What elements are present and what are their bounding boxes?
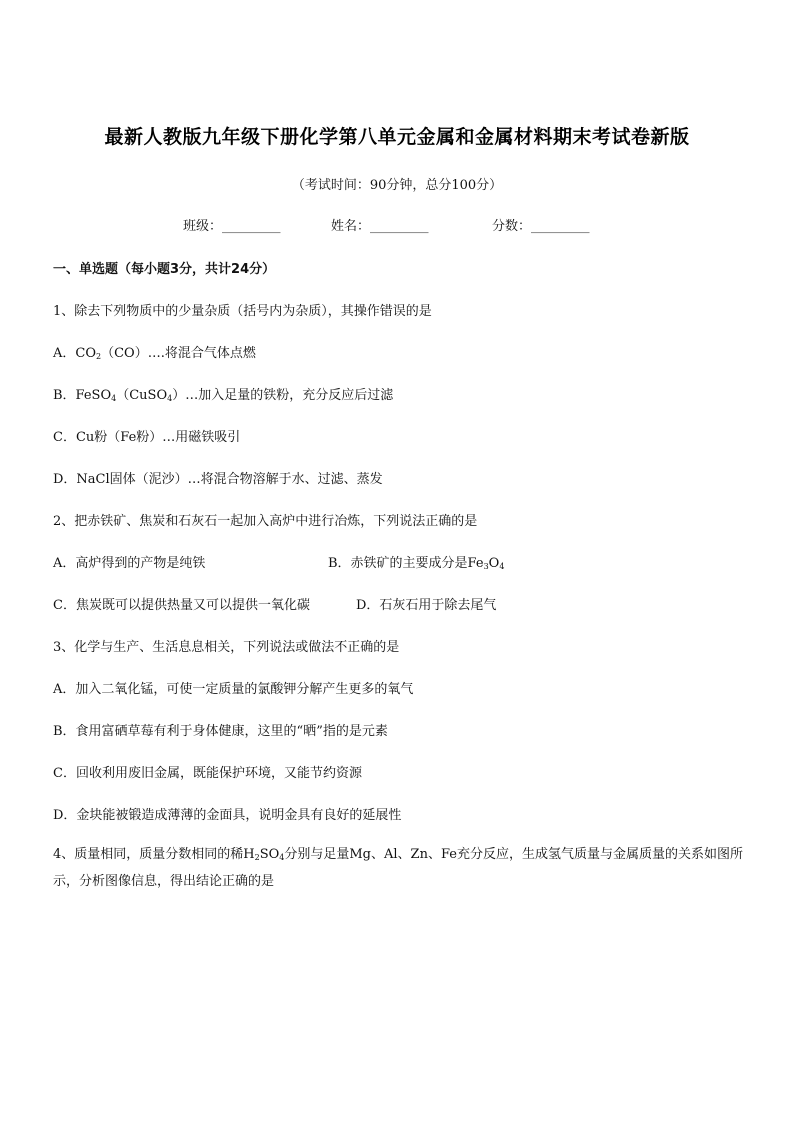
page-title: 最新人教版九年级下册化学第八单元金属和金属材料期末考试卷新版	[104, 126, 690, 148]
subscript: 4	[167, 394, 173, 403]
question-3-option-c: C．回收利用废旧金属，既能保护环境，又能节约资源	[53, 766, 362, 781]
subscript: 3	[483, 562, 489, 571]
stem-text: 分别与足量Mg、Al、Zn、Fe充分反应，生成氢气质量与金属质量的关系如图所示，分析图像信息，得出结论正确的是	[53, 847, 743, 889]
option-text: （CO）….将混合气体点燃	[101, 346, 256, 361]
question-1-option-d: D．NaCl固体（泥沙）…将混合物溶解于水、过滤、蒸发	[53, 472, 383, 487]
subscript: 4	[111, 394, 117, 403]
question-3-stem: 3、化学与生产、生活息息相关，下列说法或做法不正确的是	[53, 640, 400, 655]
question-2-stem: 2、把赤铁矿、焦炭和石灰石一起加入高炉中进行冶炼，下列说法正确的是	[53, 514, 478, 529]
section-heading: 一、单选题（每小题3分，共计24分）	[53, 262, 276, 277]
exam-info-subtitle: （考试时间：90分钟，总分100分）	[291, 178, 503, 193]
stem-text: SO	[259, 847, 280, 862]
question-1-option-b	[53, 384, 393, 403]
class-field[interactable]: 班级：_________	[183, 219, 281, 234]
question-1-option-c: C．Cu粉（Fe粉）…用磁铁吸引	[53, 430, 241, 445]
option-text: B．赤铁矿的主要成分是Fe	[328, 556, 484, 571]
question-2-option-b	[328, 552, 504, 571]
option-text: O	[488, 556, 500, 571]
score-field[interactable]: 分数：_________	[492, 219, 590, 234]
question-3-option-d: D．金块能被锻造成薄薄的金面具，说明金具有良好的延展性	[53, 808, 402, 823]
option-text: B．FeSO	[53, 388, 112, 403]
subscript: 4	[499, 562, 505, 571]
question-2-options-row-1	[53, 552, 505, 571]
subscript: 2	[254, 853, 260, 862]
question-2-option-c: C．焦炭既可以提供热量又可以提供一氧化碳	[53, 598, 310, 613]
question-2-options-row-2	[53, 594, 497, 613]
stem-text: 4、质量相同，质量分数相同的稀H	[53, 847, 255, 862]
option-text: A．CO	[53, 346, 96, 361]
subscript: 2	[96, 352, 102, 361]
option-text: （CuSO	[116, 388, 168, 403]
question-4-stem	[53, 841, 753, 895]
question-2-option-d: D．石灰石用于除去尾气	[356, 598, 497, 613]
question-1-option-a	[53, 342, 256, 361]
subscript: 4	[279, 853, 285, 862]
question-2-option-a: A．高炉得到的产物是纯铁	[53, 556, 206, 571]
option-text: ）…加入足量的铁粉，充分反应后过滤	[172, 388, 394, 403]
name-field[interactable]: 姓名：_________	[331, 219, 429, 234]
question-3-option-b: B．食用富硒草莓有利于身体健康，这里的“晒”指的是元素	[53, 724, 388, 739]
question-3-option-a: A．加入二氧化锰，可使一定质量的氯酸钾分解产生更多的氧气	[53, 682, 414, 697]
question-1-stem: 1、除去下列物质中的少量杂质（括号内为杂质），其操作错误的是	[53, 304, 432, 319]
